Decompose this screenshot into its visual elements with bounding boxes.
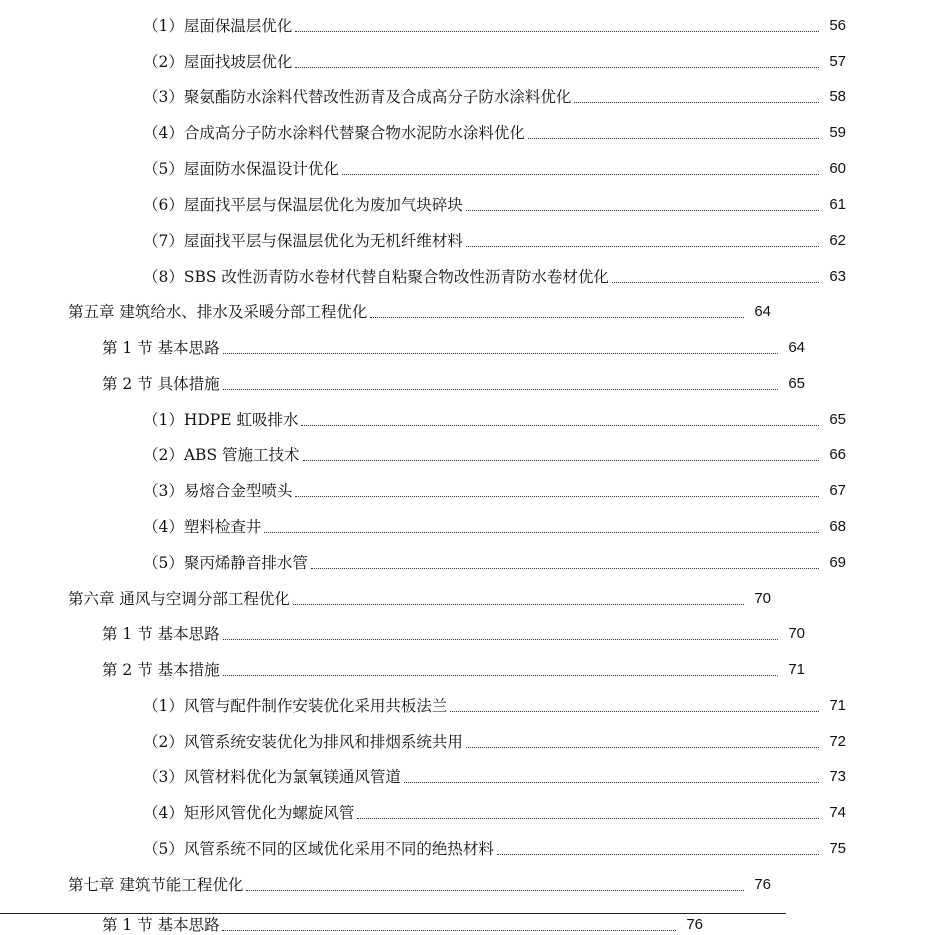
dot-leader bbox=[222, 929, 676, 931]
toc-entry[interactable] bbox=[0, 81, 929, 107]
toc-page-number: 64 bbox=[788, 339, 805, 356]
toc-entry-label: （2）ABS 管施工技术 bbox=[143, 446, 300, 464]
dot-leader bbox=[246, 889, 744, 891]
dot-leader bbox=[311, 567, 819, 569]
toc-page-number: 64 bbox=[754, 303, 771, 320]
toc-page-number: 76 bbox=[754, 876, 771, 893]
toc-entry[interactable] bbox=[0, 761, 929, 787]
toc-page-number: 60 bbox=[829, 160, 846, 177]
toc-section[interactable] bbox=[0, 654, 888, 680]
toc-entry-label: （2）屋面找坡层优化 bbox=[143, 53, 293, 71]
dot-leader bbox=[264, 531, 819, 533]
toc-entry-label: （3）易熔合金型喷头 bbox=[143, 482, 293, 500]
toc-entry[interactable] bbox=[0, 726, 929, 752]
toc-entry-label: （2）风管系统安装优化为排风和排烟系统共用 bbox=[143, 733, 463, 751]
dot-leader bbox=[357, 817, 819, 819]
toc-page-number: 65 bbox=[788, 375, 805, 392]
toc-entry[interactable] bbox=[0, 690, 929, 716]
toc-entry-label: （1）风管与配件制作安装优化采用共板法兰 bbox=[143, 697, 448, 715]
dot-leader bbox=[223, 352, 778, 354]
dot-leader bbox=[497, 853, 819, 855]
toc-entry[interactable] bbox=[0, 797, 929, 823]
toc-page-number: 75 bbox=[829, 840, 846, 857]
toc-page-number: 69 bbox=[829, 554, 846, 571]
toc-page-number: 67 bbox=[829, 482, 846, 499]
toc-entry-label: （4）矩形风管优化为螺旋风管 bbox=[143, 804, 355, 822]
toc-entry-label: 第七章 建筑节能工程优化 bbox=[68, 876, 244, 894]
toc-entry-label: （6）屋面找平层与保温层优化为废加气块碎块 bbox=[143, 196, 463, 214]
toc-section[interactable] bbox=[0, 332, 888, 358]
toc-page-number: 61 bbox=[829, 196, 846, 213]
dot-leader bbox=[223, 388, 778, 390]
toc-entry[interactable] bbox=[0, 475, 929, 501]
toc-chapter[interactable] bbox=[0, 296, 854, 322]
toc-entry[interactable] bbox=[0, 404, 929, 430]
toc-entry[interactable] bbox=[0, 189, 929, 215]
toc-entry-label: 第 1 节 基本思路 bbox=[102, 339, 220, 357]
toc-page-number: 58 bbox=[829, 88, 846, 105]
page-bottom-rule bbox=[0, 913, 786, 914]
toc-entry-label: 第五章 建筑给水、排水及采暖分部工程优化 bbox=[68, 303, 368, 321]
toc-page-number: 73 bbox=[829, 768, 846, 785]
toc-entry[interactable] bbox=[0, 439, 929, 465]
toc-entry-label: 第六章 通风与空调分部工程优化 bbox=[68, 590, 290, 608]
dot-leader bbox=[466, 209, 819, 211]
dot-leader bbox=[301, 424, 819, 426]
toc-entry-label: （5）风管系统不同的区域优化采用不同的绝热材料 bbox=[143, 840, 494, 858]
dot-leader bbox=[574, 101, 819, 103]
toc-entry-label: （5）聚丙烯静音排水管 bbox=[143, 554, 308, 572]
toc-entry-label: （1）HDPE 虹吸排水 bbox=[143, 411, 299, 429]
toc-page-number: 66 bbox=[829, 446, 846, 463]
toc-page-number: 72 bbox=[829, 733, 846, 750]
toc-page-number: 71 bbox=[788, 661, 805, 678]
toc-entry-label: （8）SBS 改性沥青防水卷材代替自粘聚合物改性沥青防水卷材优化 bbox=[143, 268, 609, 286]
toc-entry-label: 第 1 节 基本思路 bbox=[102, 625, 220, 643]
dot-leader bbox=[466, 245, 819, 247]
toc-entry[interactable] bbox=[0, 46, 929, 72]
dot-leader bbox=[295, 66, 819, 68]
toc-entry-label: （1）屋面保温层优化 bbox=[143, 17, 293, 35]
toc-section[interactable] bbox=[0, 618, 888, 644]
dot-leader bbox=[223, 674, 778, 676]
dot-leader bbox=[293, 603, 744, 605]
toc-page-number: 59 bbox=[829, 124, 846, 141]
toc-entry[interactable] bbox=[0, 10, 929, 36]
toc-chapter[interactable] bbox=[0, 583, 854, 609]
toc-page-number: 70 bbox=[754, 590, 771, 607]
toc-page-number: 63 bbox=[829, 268, 846, 285]
toc-entry-label: （4）合成高分子防水涂料代替聚合物水泥防水涂料优化 bbox=[143, 124, 525, 142]
toc-page-number: 57 bbox=[829, 53, 846, 70]
dot-leader bbox=[370, 316, 744, 318]
dot-leader bbox=[342, 173, 819, 175]
toc-page-number: 68 bbox=[829, 518, 846, 535]
dot-leader bbox=[303, 459, 820, 461]
toc-chapter[interactable] bbox=[0, 869, 854, 895]
dot-leader bbox=[295, 30, 819, 32]
dot-leader bbox=[450, 710, 819, 712]
toc-page-number: 62 bbox=[829, 232, 846, 249]
toc-entry-label: 第 2 节 具体措施 bbox=[102, 375, 220, 393]
toc-page-number: 70 bbox=[788, 625, 805, 642]
dot-leader bbox=[528, 137, 819, 139]
toc-section[interactable] bbox=[0, 368, 888, 394]
toc-page-number: 76 bbox=[686, 916, 703, 933]
toc-page-number: 74 bbox=[829, 804, 846, 821]
dot-leader bbox=[223, 638, 778, 640]
toc-section-partial[interactable] bbox=[0, 909, 786, 934]
toc-entry[interactable] bbox=[0, 833, 929, 859]
toc-entry-label: （7）屋面找平层与保温层优化为无机纤维材料 bbox=[143, 232, 463, 250]
toc-entry[interactable] bbox=[0, 225, 929, 251]
toc-entry-label: 第 2 节 基本措施 bbox=[102, 661, 220, 679]
toc-entry-label: （3）聚氨酯防水涂料代替改性沥青及合成高分子防水涂料优化 bbox=[143, 88, 572, 106]
toc-entry-label: 第 1 节 基本思路 bbox=[102, 916, 220, 934]
toc-entry-label: （3）风管材料优化为氯氧镁通风管道 bbox=[143, 768, 401, 786]
toc-entry-label: （5）屋面防水保温设计优化 bbox=[143, 160, 339, 178]
toc-entry[interactable] bbox=[0, 511, 929, 537]
toc-page-number: 71 bbox=[829, 697, 846, 714]
dot-leader bbox=[295, 495, 819, 497]
dot-leader bbox=[404, 781, 819, 783]
toc-entry[interactable] bbox=[0, 261, 929, 287]
dot-leader bbox=[612, 281, 819, 283]
toc-entry[interactable] bbox=[0, 117, 929, 143]
toc-page-number: 65 bbox=[829, 411, 846, 428]
toc-entry[interactable] bbox=[0, 547, 929, 573]
dot-leader bbox=[466, 746, 819, 748]
toc-page-number: 56 bbox=[829, 17, 846, 34]
toc-entry[interactable] bbox=[0, 153, 929, 179]
toc-entry-label: （4）塑料检查井 bbox=[143, 518, 262, 536]
